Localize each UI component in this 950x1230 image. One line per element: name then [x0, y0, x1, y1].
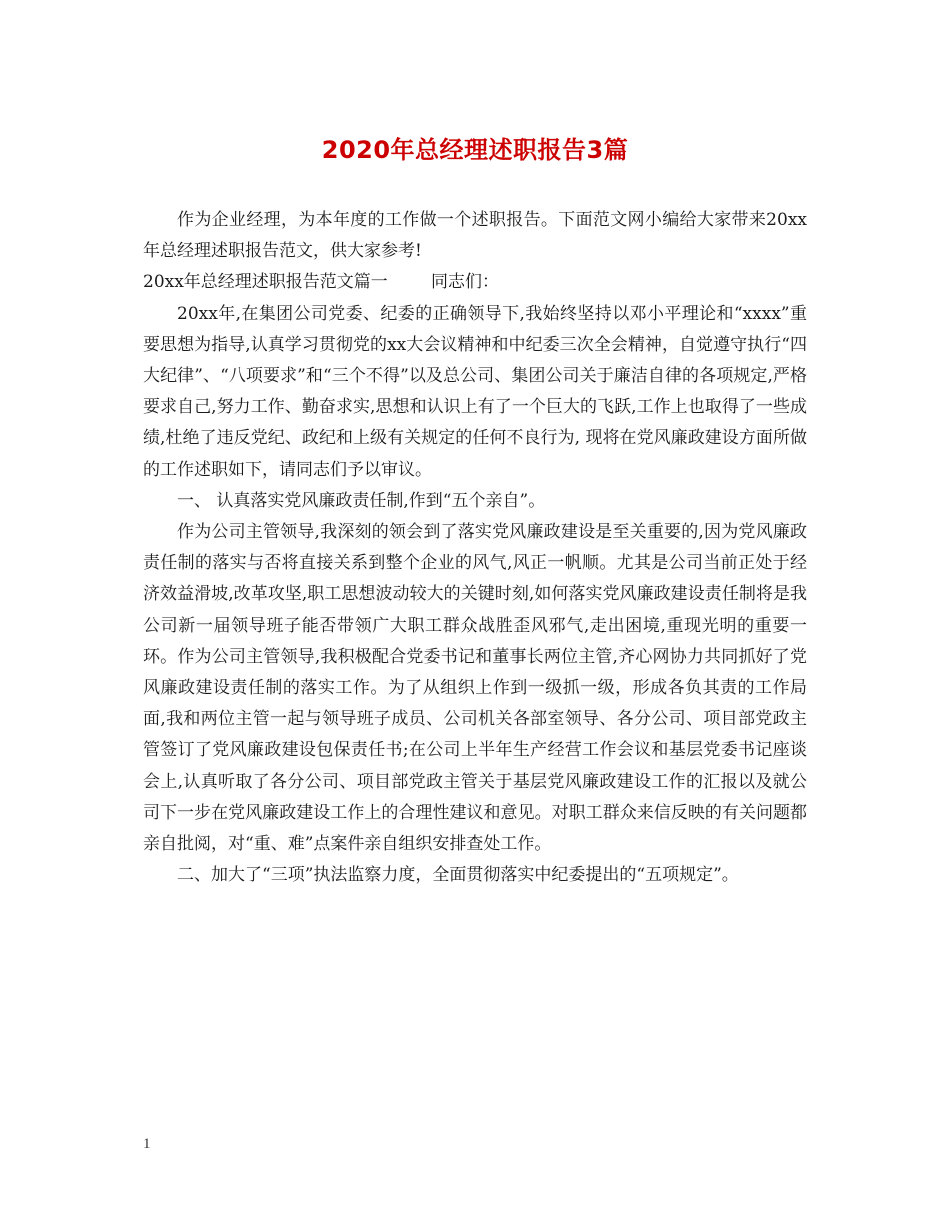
document-body [143, 205, 807, 891]
section-heading-article-one: 20xx年总经理述职报告范文篇一 同志们： [143, 272, 500, 293]
page-number: 1 [143, 1136, 151, 1152]
body-paragraph: 20xx年,在集团公司党委、纪委的正确领导下,我始终坚持以邓小平理论和“xxxx”重要思想为指导,认真学习贯彻党的xx大会议精神和中纪委三次全会精神，自觉遵守执行“四大纪律”、“八项要求”和“三个不得”以及总公司、集团公司关于廉洁自律的各项规定,严格要求自己,努力工作、勤奋求实,思想和认识上有了一个巨大的飞跃,工作上也取得了一些成绩,杜绝了违反党纪、政纪和上级有关规定的任何不良行为, 现将在党风廉政建设方面所做的工作述职如下，请同志们予以审议。 [143, 303, 807, 480]
intro-paragraph: 作为企业经理，为本年度的工作做一个述职报告。下面范文网小编给大家带来20xx年总经理述职报告范文，供大家参考! [143, 210, 807, 262]
body-paragraph: 作为公司主管领导,我深刻的领会到了落实党风廉政建设是至关重要的,因为党风廉政责任制的落实与否将直接关系到整个企业的风气,风正一帆顺。尤其是公司当前正处于经济效益滑坡,改革攻坚,职工思想波动较大的关键时刻,如何落实党风廉政建设责任制将是我公司新一届领导班子能否带领广大职工群众战胜歪风邪气,走出困境,重现光明的重要一环。作为公司主管领导,我积极配合党委书记和董事长两位主管,齐心网协力共同抓好了党风廉政建设责任制的落实工作。为了从组织上作到一级抓一级，形成各负其责的工作局面,我和两位主管一起与领导班子成员、公司机关各部室领导、各分公司、项目部党政主管签订了党风廉政建设包保责任书;在公司上半年生产经营工作会议和基层党委书记座谈会上,认真听取了各分公司、项目部党政主管关于基层党风廉政建设工作的汇报以及就公司下一步在党风廉政建设工作上的合理性建议和意见。对职工群众来信反映的有关问题都亲自批阅，对“重、难”点案件亲自组织安排查处工作。 [143, 522, 807, 855]
section-heading-one: 一、 认真落实党风廉政责任制,作到“五个亲自”。 [177, 490, 546, 511]
document-title: 2020年总经理述职报告3篇 [321, 136, 629, 164]
section-heading-two: 二、加大了“三项”执法监察力度，全面贯彻落实中纪委提出的“五项规定”。 [177, 865, 739, 886]
